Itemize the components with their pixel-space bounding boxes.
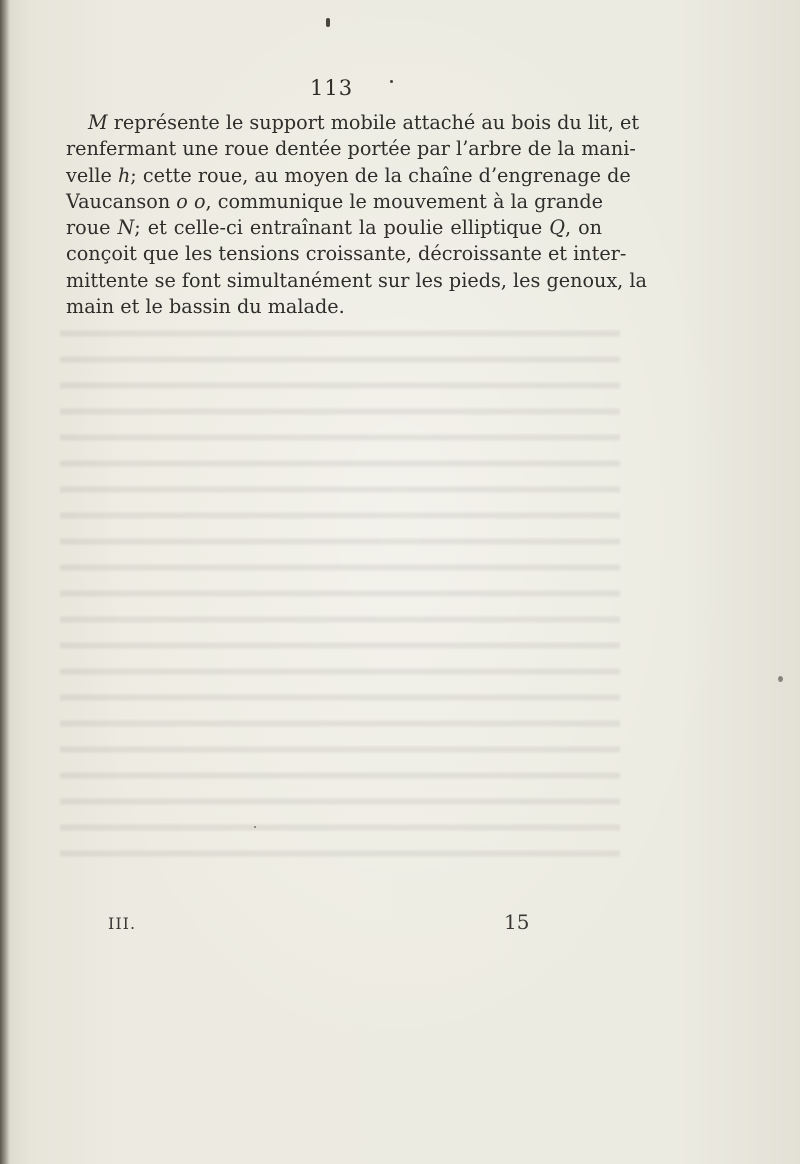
italic-symbol: h: [117, 163, 131, 187]
italic-symbol: o o: [176, 189, 206, 213]
body-paragraph: [66, 110, 647, 320]
paper-speck: [778, 676, 783, 682]
text-run: Vaucanson: [66, 189, 177, 213]
text-run: renfermant une roue dentée portée par l’arbre de la mani-: [66, 137, 636, 161]
text-run: ; et celle-ci entraînant la poulie elliptique: [134, 216, 550, 240]
text-run: main et le bassin du malade.: [66, 295, 345, 319]
italic-symbol: N: [117, 216, 135, 240]
text-line: [66, 110, 640, 136]
text-line: [66, 215, 602, 241]
show-through-text: [60, 318, 620, 858]
paper-speck: [254, 826, 256, 828]
text-line: [66, 241, 627, 267]
text-line: [66, 294, 602, 320]
paper-speck: [390, 80, 393, 83]
text-line: [66, 163, 631, 189]
text-run: , on: [564, 216, 602, 240]
gathering-number: 15: [504, 910, 530, 934]
binding-edge: [0, 0, 10, 1164]
italic-symbol: M: [88, 111, 108, 134]
text-line: [66, 268, 647, 294]
italic-symbol: Q: [549, 216, 565, 240]
text-run: mittente se font simultanément sur les pieds, les genoux, la: [66, 268, 647, 292]
text-run: représente le support mobile attaché au bois du lit, et: [107, 111, 640, 134]
text-run: conçoit que les tensions croissante, décroissante et inter-: [66, 242, 627, 266]
text-run: roue: [66, 216, 118, 240]
text-run: , communique le mouvement à la grande: [205, 189, 604, 213]
page-number: 113: [310, 76, 354, 100]
text-run: velle: [66, 163, 118, 187]
paper-speck: [326, 18, 330, 27]
text-line: [66, 136, 636, 162]
text-run: ; cette roue, au moyen de la chaîne d’engrenage de: [130, 163, 631, 187]
signature-mark: III.: [108, 914, 137, 933]
text-line: [66, 189, 602, 215]
